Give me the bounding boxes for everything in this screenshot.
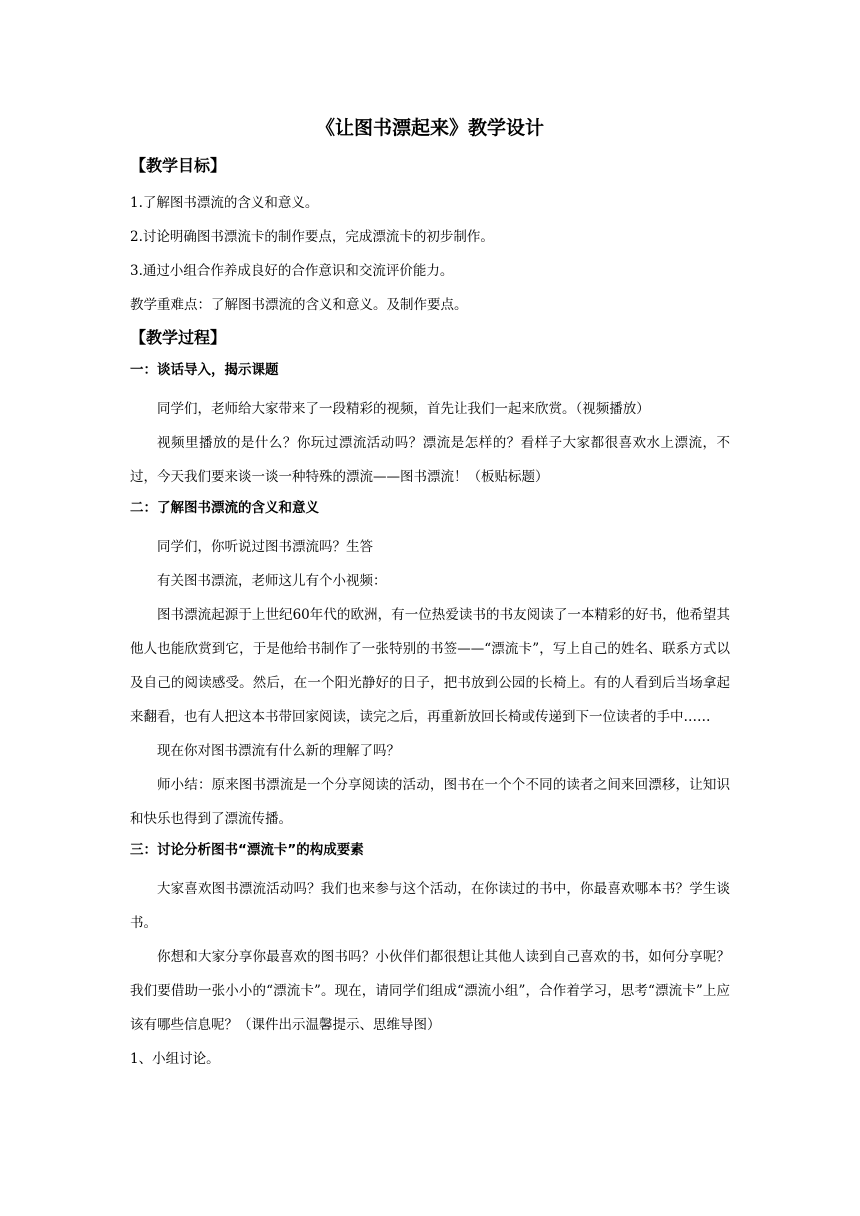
objectives-heading: 【教学目标】 <box>130 156 227 175</box>
section-3-heading: 三：讨论分析图书“漂流卡”的构成要素 <box>130 842 364 858</box>
section-3-paragraph: 大家喜欢图书漂流活动吗？我们也来参与这个活动，在你读过的书中，你最喜欢哪本书？学生谈书。 <box>130 881 730 931</box>
section-2-paragraph: 图书漂流起源于上世纪60年代的欧洲，有一位热爱读书的书友阅读了一本精彩的好书，他希望其他人也能欣赏到它，于是他给书制作了一张特别的书签——“漂流卡”，写上自己的姓名、联系方式以及自己的阅读感受。然后，在一个阳光静好的日子，把书放到公园的长椅上。有的人看到后当场拿起来翻看，也有人把这本书带回家阅读，读完之后，再重新放回长椅或传递到下一位读者的手中…… <box>130 607 730 725</box>
section-2-paragraph: 现在你对图书漂流有什么新的理解了吗？ <box>157 743 400 759</box>
key-points: 教学重难点：了解图书漂流的含义和意义。及制作要点。 <box>130 297 468 313</box>
process-heading: 【教学过程】 <box>130 328 227 347</box>
section-1-paragraph: 视频里播放的是什么？你玩过漂流活动吗？漂流是怎样的？看样子大家都很喜欢水上漂流，不过，今天我们要来谈一谈一种特殊的漂流——图书漂流！（板贴标题） <box>130 435 730 485</box>
section-1-heading: 一：谈话导入，揭示课题 <box>130 362 279 378</box>
section-2-paragraph: 有关图书漂流，老师这儿有个小视频： <box>157 573 387 589</box>
section-3-step-1: 1、小组讨论。 <box>130 1051 220 1067</box>
objective-item-2: 2.讨论明确图书漂流卡的制作要点，完成漂流卡的初步制作。 <box>130 229 494 245</box>
section-2-summary: 师小结：原来图书漂流是一个分享阅读的活动，图书在一个个不同的读者之间来回漂移，让知识和快乐也得到了漂流传播。 <box>130 777 730 827</box>
section-2-paragraph: 同学们，你听说过图书漂流吗？生答 <box>157 539 373 555</box>
section-3-paragraph: 你想和大家分享你最喜欢的图书吗？小伙伴们都很想让其他人读到自己喜欢的书，如何分享呢？我们要借助一张小小的“漂流卡”。现在，请同学们组成“漂流小组”，合作着学习，思考“漂流卡”上应该有哪些信息呢？（课件出示温馨提示、思维导图） <box>130 949 730 1033</box>
objective-item-1: 1.了解图书漂流的含义和意义。 <box>130 195 319 211</box>
section-2-heading: 二：了解图书漂流的含义和意义 <box>130 500 319 516</box>
objective-item-3: 3.通过小组合作养成良好的合作意识和交流评价能力。 <box>130 263 454 279</box>
document-page <box>130 112 730 1076</box>
document-title: 《让图书漂起来》教学设计 <box>315 117 544 139</box>
section-1-paragraph: 同学们，老师给大家带来了一段精彩的视频，首先让我们一起来欣赏。（视频播放） <box>157 401 650 417</box>
